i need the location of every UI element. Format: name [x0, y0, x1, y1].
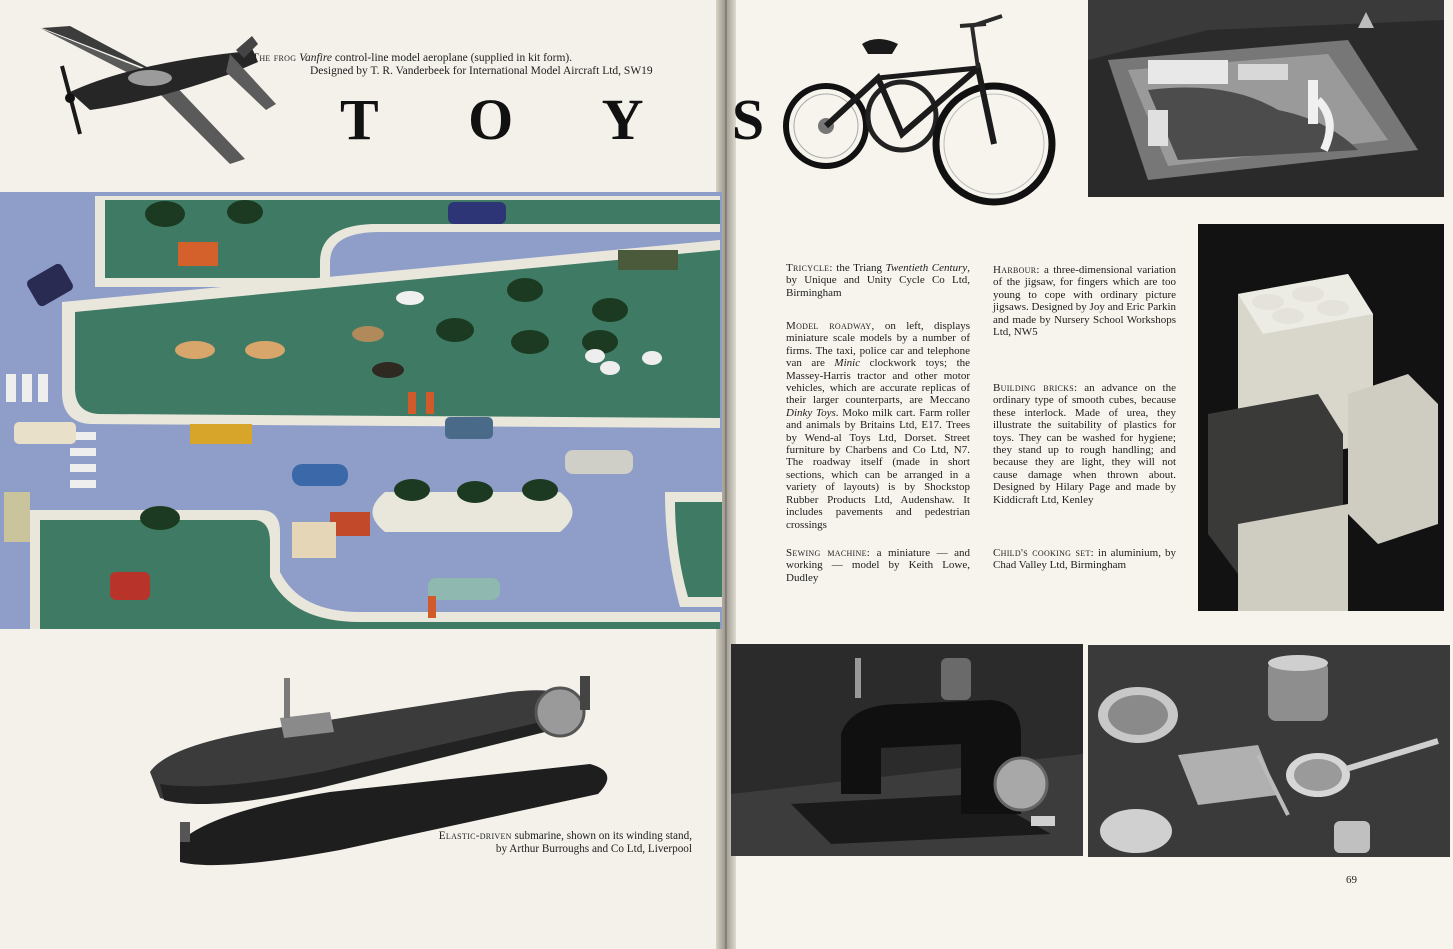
plane-caption-rest: control-line model aeroplane (supplied in kit form).	[331, 52, 573, 64]
cooking-set-photo	[1088, 645, 1450, 857]
submarine-caption-lead: Elastic-driven	[438, 830, 512, 842]
harbour-caption	[993, 264, 1176, 338]
page-number: 69	[1346, 874, 1357, 886]
tricycle-caption-text-b: , by Unique and Unity Cycle Co Ltd, Birmingham	[786, 262, 970, 299]
harbour-jigsaw-photo	[1088, 0, 1444, 197]
plane-caption-model-name: Vanfire	[299, 52, 332, 64]
roadway-dinky: Dinky Toys	[786, 406, 836, 419]
tricycle-photo	[782, 4, 1064, 206]
harbour-caption-lead: Harbour:	[993, 264, 1040, 276]
bricks-caption-text: an advance on the ordinary type of smooth cubes, because these interlock. Made of urea, they illustrate the suitability of plastics for toys. They can be washed for hygiene; they stand up to rough handling; and because they are light, they will not cause damage when thrown about. Designed by Hilary Page and made by Kiddicraft Ltd, Kenley	[993, 382, 1176, 506]
building-bricks-photo	[1198, 224, 1444, 611]
tricycle-caption	[786, 262, 970, 299]
tricycle-caption-text-a: the Triang	[832, 262, 886, 274]
roadway-caption	[786, 320, 970, 531]
roadway-minic: Minic	[834, 357, 861, 370]
sewing-machine-photo	[731, 644, 1083, 856]
model-roadway-photo	[0, 192, 722, 629]
plane-caption	[252, 52, 682, 77]
sewing-caption-lead: Sewing machine:	[786, 547, 871, 559]
cooking-caption	[993, 547, 1176, 572]
tricycle-caption-lead: Tricycle:	[786, 262, 833, 274]
harbour-caption-text: a three-dimensional variation of the jigsaw, for fingers which are too young to cope with ordinary picture jigsaws. Designed by Joy and Eric Parkin and made by Nursery School Workshops Ltd, NW5	[993, 264, 1176, 339]
sewing-caption-text: a miniature — and working — model by Keith Lowe, Dudley	[786, 547, 970, 584]
page-title: T O Y S	[340, 87, 803, 152]
cooking-caption-lead: Child's cooking set:	[993, 547, 1095, 559]
sewing-caption	[786, 547, 970, 584]
roadway-caption-lead: Model roadway,	[786, 320, 875, 332]
submarine-caption	[432, 830, 692, 855]
bricks-caption	[993, 382, 1176, 506]
roadway-caption-text-b: clockwork toys; the Massey-Harris tractor and other motor vehicles, which are accurate replicas of their larger counterparts, are Meccano	[786, 357, 971, 407]
plane-caption-lead: The frog	[252, 52, 297, 64]
submarine-caption-text: submarine, shown on its winding stand, by Arthur Burroughs and Co Ltd, Liverpool	[495, 830, 692, 855]
model-aeroplane-photo	[30, 14, 280, 168]
tricycle-model-name: Twentieth Century	[885, 262, 968, 274]
plane-caption-line2: Designed by T. R. Vanderbeek for International Model Aircraft Ltd, SW19	[310, 64, 653, 77]
roadway-caption-text-c: . Moko milk cart. Farm roller and animals by Britains Ltd, E17. Trees by Wend-al Toys Ltd, Dorset. Street furniture by Charbens and Co Ltd, N7. The roadway itself (made in short sections, which can be arranged in a variety of layouts) is by Shockstop Rubber Products Ltd, Audenshaw. It includes pavements and pedestrian crossings	[786, 406, 970, 531]
cooking-caption-text: in aluminium, by Chad Valley Ltd, Birmingham	[993, 547, 1176, 572]
bricks-caption-lead: Building bricks:	[993, 382, 1078, 394]
roadway-caption-text-a: on left, displays miniature scale models by a number of firms. The taxi, police car and telephone van are	[786, 320, 970, 370]
